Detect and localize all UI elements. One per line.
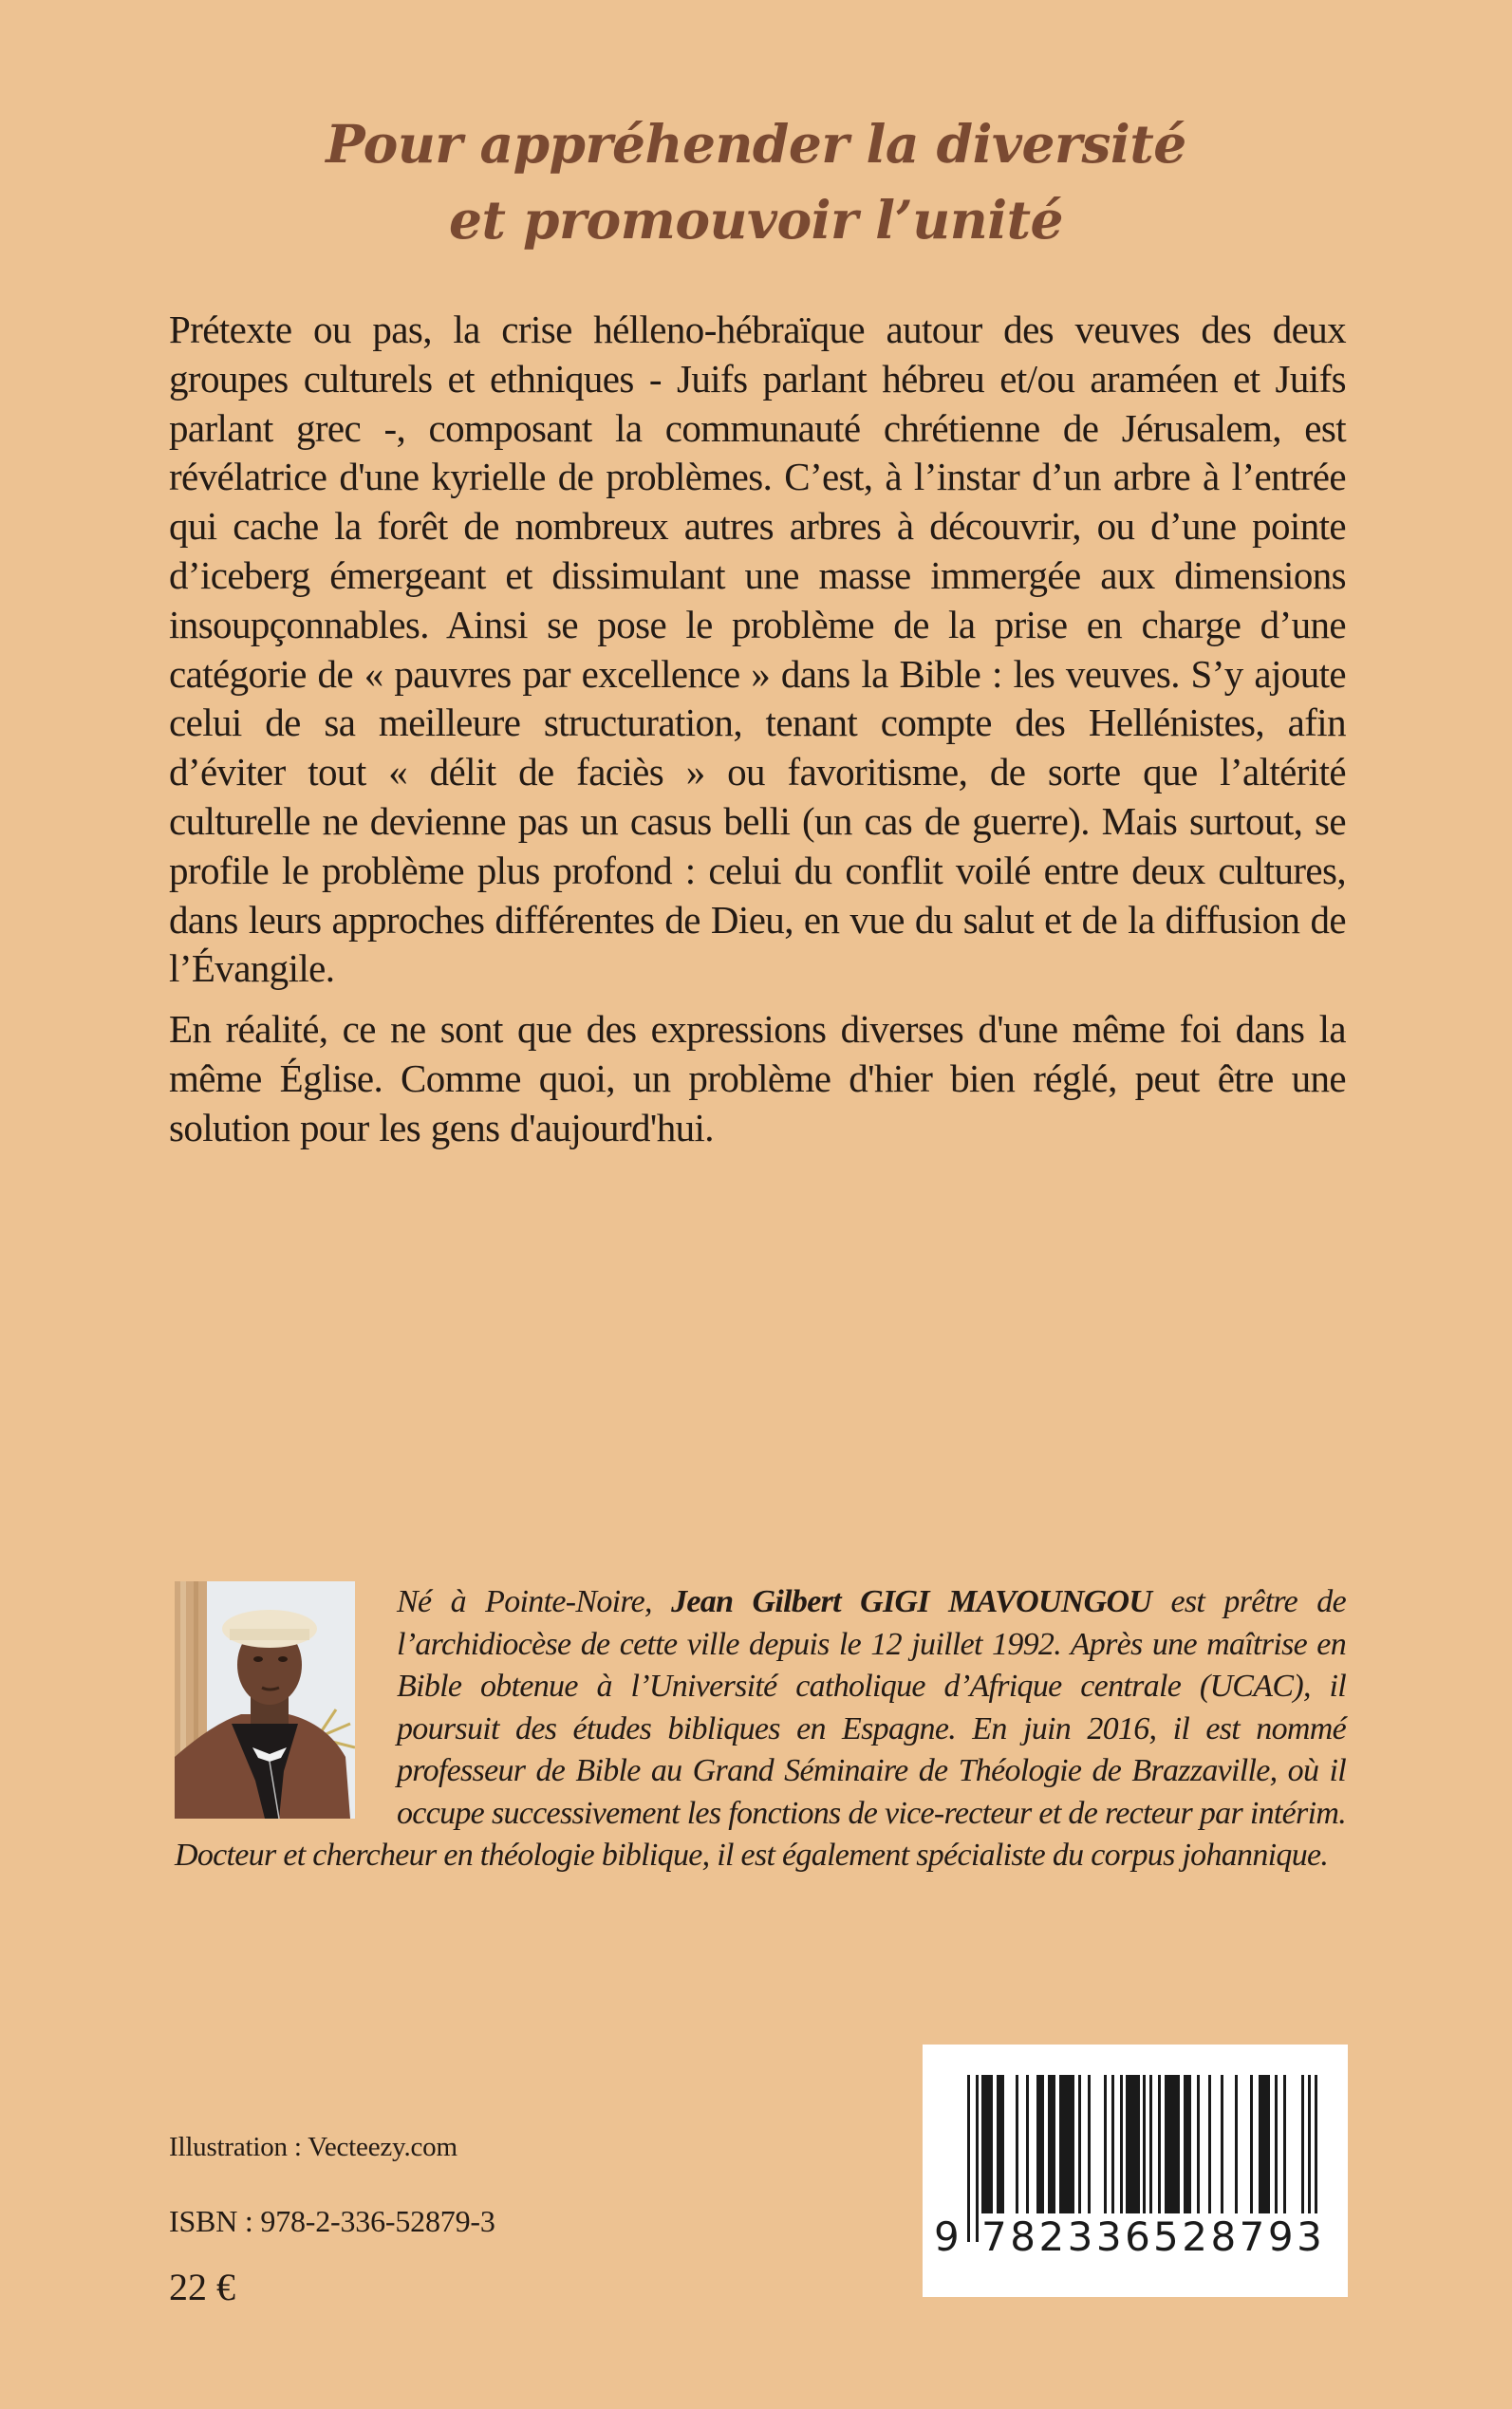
price: 22 € xyxy=(169,2266,235,2308)
author-bio xyxy=(175,1581,1346,1877)
barcode-digits xyxy=(932,2213,1340,2270)
title-line-2: et promouvoir l’unité xyxy=(448,189,1063,251)
summary-paragraph-2: En réalité, ce ne sont que des expressions diverses d'une même foi dans la même Église. Comme quoi, un problème d'hier bien réglé, peut être une solution pour les gens d'aujourd'hui. xyxy=(169,1007,1346,1149)
barcode-digits-left: 782336 xyxy=(981,2213,1154,2260)
isbn: ISBN : 978-2-336-52879-3 xyxy=(169,2204,495,2238)
barcode xyxy=(923,2045,1348,2297)
author-photo xyxy=(175,1581,355,1819)
barcode-digits-right: 528793 xyxy=(1153,2213,1326,2260)
bio-text: est prêtre de l’archidiocèse de cette ville depuis le 12 juillet 1992. Après une maîtrise en Bible obtenue à l’Université catholique d’Afrique centrale (UCAC), il poursuit des études bibliques en Espagne. En juin 2016, il est nommé professeur de Bible au Grand Séminaire de Théologie de Brazzaville, où il occupe successivement les fonctions de vice-recteur et de recteur par intérim. Docteur et chercheur en théologie biblique, il est également spécialiste du corpus johannique. xyxy=(175,1584,1346,1873)
title-line-1: Pour appréhender la diversité xyxy=(326,113,1186,175)
author-name: Jean Gilbert GIGI MAVOUNGOU xyxy=(671,1584,1152,1619)
bio-intro: Né à Pointe-Noire, xyxy=(397,1584,672,1619)
book-title xyxy=(0,106,1512,258)
illustration-credit: Illustration : Vecteezy.com xyxy=(169,2132,457,2162)
barcode-digit-first: 9 xyxy=(934,2213,963,2260)
summary xyxy=(169,306,1346,1165)
summary-paragraph-1: Prétexte ou pas, la crise hélleno-hébraïque autour des veuves des deux groupes culturels et ethniques - Juifs parlant hébreu et/ou araméen et Juifs parlant grec -, composant la communauté chrétienne de Jérusalem, est révélatrice d'une kyrielle de problèmes. C’est, à l’instar d’un arbre à l’entrée qui cache la forêt de nombreux autres arbres à découvrir, ou d’une pointe d’iceberg émergeant et dissimulant une masse immergée aux dimensions insoupçonnables. Ainsi se pose le problème de la prise en charge d’une catégorie de « pauvres par excellence » dans la Bible : les veuves. S’y ajoute celui de sa meilleure structuration, tenant compte des Hellénistes, afin d’éviter tout « délit de faciès » ou favoritisme, de sorte que l’altérité culturelle ne devienne pas un casus belli (un cas de guerre). Mais surtout, se profile le problème plus profond : celui du conflit voilé entre deux cultures, dans leurs approches différentes de Dieu, en vue du salut et de la diffusion de l’Évangile. xyxy=(169,308,1346,991)
